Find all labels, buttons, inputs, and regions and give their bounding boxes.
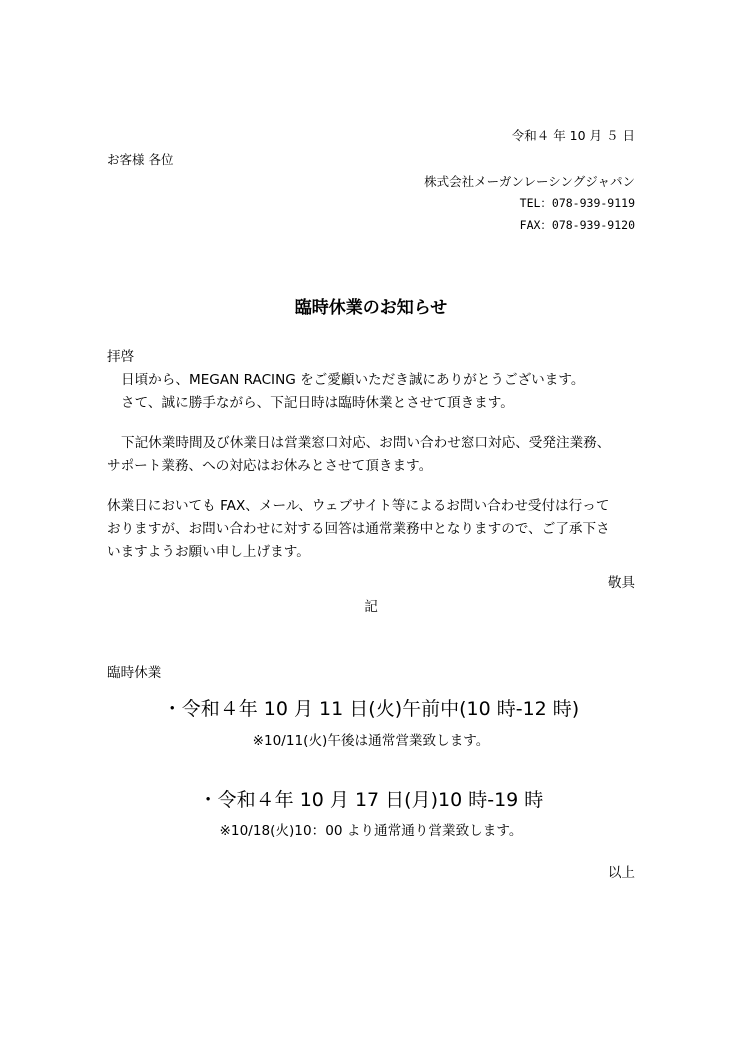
schedule-item-2-note: ※10/18(火)10：00 より通常通り営業致します。: [219, 823, 523, 839]
ki-marker: 記: [364, 599, 378, 615]
paragraph-1-line-2: さて、誠に勝手ながら、下記日時は臨時休業とさせて頂きます。: [121, 395, 514, 411]
paragraph-3-line-2: おりますが、お問い合わせに対する回答は通常業務中となりますので、ご了承下さ: [107, 521, 610, 537]
schedule-item-1-note: ※10/11(火)午後は通常営業致します。: [252, 733, 490, 749]
document-title: 臨時休業のお知らせ: [294, 298, 448, 318]
paragraph-1-line-1: 日頃から、MEGAN RACING をご愛顧いただき誠にありがとうございます。: [121, 372, 585, 388]
greeting: 拝啓: [107, 349, 135, 365]
document-date: 令和４ 年 10 月 ５ 日: [511, 128, 635, 143]
company-fax: FAX：078-939-9120: [519, 218, 635, 232]
paragraph-3-line-1: 休業日においても FAX、メール、ウェブサイト等によるお問い合わせ受付は行って: [107, 498, 610, 514]
closing-keigu: 敬具: [607, 575, 635, 591]
paragraph-2-line-2: サポート業務、への対応はお休みとさせて頂きます。: [107, 458, 433, 474]
paragraph-2-line-1: 下記休業時間及び休業日は営業窓口対応、お問い合わせ窓口対応、受発注業務、: [121, 435, 611, 451]
schedule-item-2-date: ・令和４年 10 月 17 日(月)10 時-19 時: [198, 789, 544, 811]
company-name: 株式会社メーガンレーシングジャパン: [424, 174, 635, 189]
addressee: お客様 各位: [107, 152, 174, 167]
paragraph-3-line-3: いますようお願い申し上げます。: [107, 544, 310, 560]
end-ijo: 以上: [607, 865, 635, 881]
company-tel: TEL：078-939-9119: [519, 196, 635, 210]
section-label: 臨時休業: [107, 665, 162, 681]
schedule-item-1-date: ・令和４年 10 月 11 日(火)午前中(10 時-12 時): [162, 698, 580, 720]
